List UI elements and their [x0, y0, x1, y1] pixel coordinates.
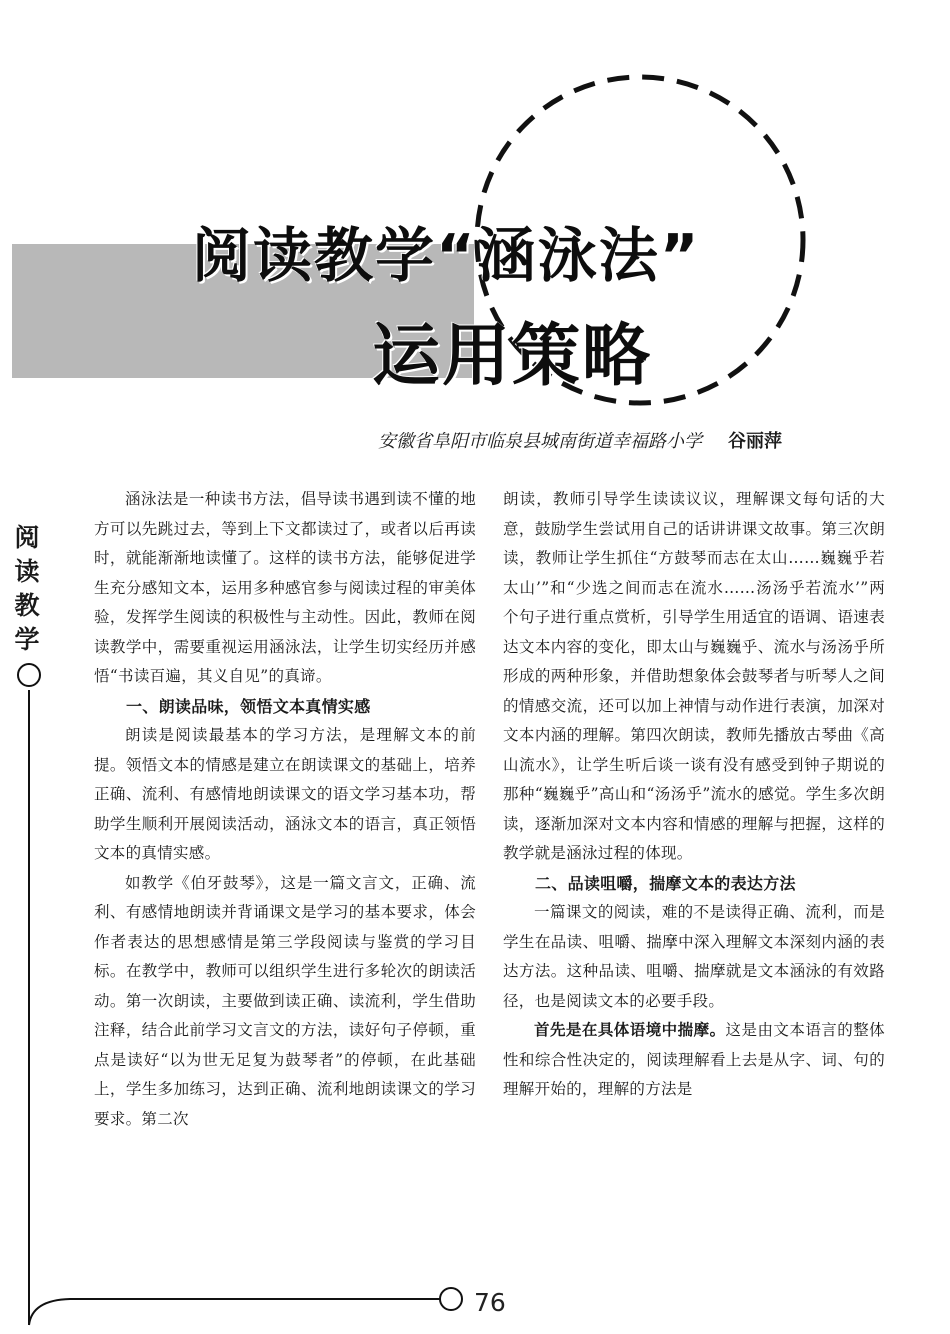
side-circle-marker [18, 664, 40, 686]
footer-curve-line [29, 1299, 440, 1325]
body-paragraph-continued: 朗读，教师引导学生读读议议，理解课文每句话的大意，鼓励学生尝试用自己的话讲讲课文故事。第三次朗读，教师让学生抓住“方鼓琴而志在太山……巍巍乎若太山’”和“少选之间而志在流水……汤汤乎若流水’”两个句子进行重点赏析，引导学生用适宜的语调、语速表达文本内容的变化，即太山与巍巍乎、流水与汤汤乎所形成的两种形象，并借助想象体会鼓琴者与听琴人之间的情感交流，还可以加上神情与动作进行表演，加深对文本内涵的理解。第四次朗读，教师先播放古琴曲《高山流水》，让学生听后谈一谈有没有感受到钟子期说的那种“巍巍乎”高山和“汤汤乎”流水的感觉。学生多次朗读，逐渐加深对文本内容和情感的理解与把握，这样的教学就是涵泳过程的体现。 [503, 490, 885, 862]
article-title-line1: 阅读教学“涵泳法” [192, 221, 701, 290]
side-label-char: 读 [14, 557, 40, 586]
section-heading-2: 二、品读咀嚼，揣摩文本的表达方法 [535, 873, 796, 893]
author-name: 谷丽萍 [728, 431, 782, 452]
section-heading-1: 一、朗读品味，领悟文本真情实感 [126, 696, 371, 716]
body-paragraph: 朗读是阅读最基本的学习方法，是理解文本的前提。领悟文本的情感是建立在朗读课文的基础上，培养正确、流利、有感情地朗读课文的语文学习基本功，帮助学生顺利开展阅读活动，涵泳文本的语言，真正领悟文本的真情实感。 [94, 726, 476, 862]
body-paragraph [503, 1016, 885, 1105]
paragraph-lead-bold: 首先是在具体语境中揣摩。 [534, 1021, 726, 1039]
body-paragraph: 涵泳法是一种读书方法，倡导读书遇到读不懂的地方可以先跳过去，等到上下文都读过了，或者以后再读时，就能渐渐地读懂了。这样的读书方法，能够促进学生充分感知文本，运用多种感官参与阅读过程的审美体验，发挥学生阅读的积极性与主动性。因此，教师在阅读教学中，需要重视运用涵泳法，让学生切实经历并感悟“书读百遍，其义自见”的真谛。 [94, 490, 476, 685]
right-column [503, 485, 885, 1220]
page-number: 76 [474, 1288, 506, 1317]
side-label-char: 教 [14, 591, 40, 620]
body-paragraph: 一篇课文的阅读，难的不是读得正确、流利，而是学生在品读、咀嚼、揣摩中深入理解文本深刻内涵的表达方法。这种品读、咀嚼、揣摩就是文本涵泳的有效路径，也是阅读文本的必要手段。 [503, 903, 885, 1010]
footer-circle-marker [440, 1288, 462, 1310]
side-label-char: 阅 [14, 523, 40, 552]
author-affiliation: 安徽省阜阳市临泉县城南街道幸福路小学 [378, 431, 702, 452]
side-label-char: 学 [14, 625, 40, 654]
section-side-label [10, 521, 44, 657]
article-title-line2: 运用策略 [372, 317, 653, 396]
body-paragraph: 如教学《伯牙鼓琴》，这是一篇文言文，正确、流利、有感情地朗读并背诵课文是学习的基本要求，体会作者表达的思想感情是第三学段阅读与鉴赏的学习目标。在教学中，教师可以组织学生进行多轮次的朗读活动。第一次朗读，主要做到读正确、读流利，学生借助注释，结合此前学习文言文的方法，读好句子停顿，重点是读好“以为世无足复为鼓琴者”的停顿，在此基础上，学生多加练习，达到正确、流利地朗读课文的学习要求。第二次 [94, 873, 476, 1128]
byline [378, 427, 858, 453]
paragraph-rest: 这是由文本语言的整体性和综合性决定的，阅读理解看上去是从字、词、句的理解开始的，理解的方法是 [503, 1021, 885, 1098]
left-column [94, 485, 476, 1220]
